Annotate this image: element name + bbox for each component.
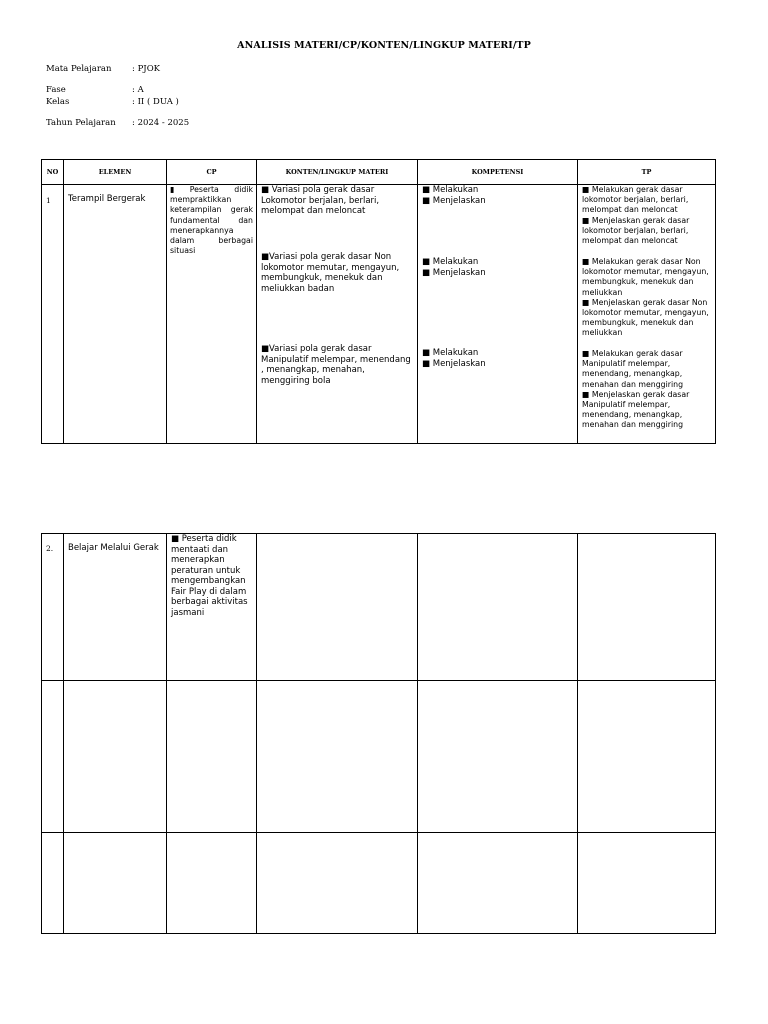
table-header-row — [42, 160, 716, 185]
kompetensi-item: ■ Menjelaskan — [422, 195, 486, 206]
cp-text: ▮ Peserta didik mempraktikkan keterampilan gerak fundamental dan menerapkannya dalam berbagai situasi — [170, 185, 253, 256]
cell-empty — [42, 681, 64, 833]
kompetensi-item: ■ Melakukan — [422, 348, 479, 358]
tp-item: ■ Melakukan gerak dasar Manipulatif melempar, menendang, menangkap, menahan dan menggiring ■ Menjelaskan gerak dasar Manipulatif melempar, menendang, menangkap, menahan dan menggiring — [582, 349, 690, 430]
header-konten: KONTEN/LINGKUP MATERI — [257, 160, 418, 185]
header-cp: CP — [167, 160, 257, 185]
kompetensi-item: ■ Menjelaskan — [422, 358, 486, 369]
cell-empty — [418, 833, 578, 934]
cell-empty — [64, 833, 167, 934]
meta-label: Kelas — [46, 97, 70, 107]
cell-cp — [167, 185, 257, 444]
cell-empty — [578, 681, 716, 833]
header-tp: TP — [578, 160, 716, 185]
analysis-table-2 — [41, 533, 716, 934]
cp-text: ■ Peserta didik mentaati dan menerapkan peraturan untuk mengembangkan Fair Play di dalam berbagai aktivitas jasmani — [171, 534, 248, 618]
meta-kelas — [46, 97, 179, 108]
cell-empty — [167, 833, 257, 934]
kompetensi-group — [422, 257, 574, 278]
cell-empty — [42, 833, 64, 934]
elemen-text: Terampil Bergerak — [68, 194, 146, 204]
elemen-text: Belajar Melalui Gerak — [68, 543, 159, 553]
cell-empty — [418, 681, 578, 833]
table-row — [42, 185, 716, 444]
analysis-table-1 — [41, 159, 716, 444]
table-row — [42, 681, 716, 833]
meta-label: Mata Pelajaran — [46, 64, 112, 74]
kompetensi-item: ■ Menjelaskan — [422, 267, 486, 278]
cell-empty — [64, 681, 167, 833]
cell-cp — [167, 534, 257, 681]
cell-empty — [578, 833, 716, 934]
meta-value: : PJOK — [132, 64, 161, 74]
cell-tp — [578, 185, 716, 444]
table-row — [42, 534, 716, 681]
cell-konten — [257, 534, 418, 681]
cell-tp — [578, 534, 716, 681]
meta-label: Fase — [46, 85, 66, 95]
header-kompetensi: KOMPETENSI — [418, 160, 578, 185]
meta-mata-pelajaran — [46, 64, 160, 75]
cell-konten — [257, 185, 418, 444]
meta-tahun-pelajaran — [46, 118, 189, 129]
tp-item: ■ Melakukan gerak dasar lokomotor berjalan, berlari, melompat dan meloncat ■ Menjelaskan gerak dasar lokomotor berjalan, berlari, melompat dan meloncat — [582, 185, 690, 246]
cell-kompetensi — [418, 185, 578, 444]
cell-no — [42, 534, 64, 681]
kompetensi-group — [422, 348, 574, 369]
cell-elemen — [64, 185, 167, 444]
kompetensi-item: ■ Melakukan — [422, 257, 479, 267]
header-elemen: ELEMEN — [64, 160, 167, 185]
konten-item: ■Variasi pola gerak dasar Non lokomotor memutar, mengayun, membungkuk, menekuk dan meliukkan badan — [261, 252, 400, 294]
cell-empty — [167, 681, 257, 833]
row-number: 2. — [46, 544, 54, 553]
cell-no — [42, 185, 64, 444]
meta-value: : 2024 - 2025 — [132, 118, 190, 128]
meta-fase — [46, 85, 144, 96]
kompetensi-group — [422, 185, 574, 206]
cell-empty — [257, 681, 418, 833]
konten-item: ■Variasi pola gerak dasar Manipulatif melempar, menendang , menangkap, menahan, menggiring bola — [261, 344, 411, 386]
cell-empty — [257, 833, 418, 934]
meta-value: : A — [132, 85, 144, 95]
row-number: 1 — [46, 196, 51, 205]
kompetensi-item: ■ Melakukan — [422, 185, 479, 195]
meta-label: Tahun Pelajaran — [46, 118, 116, 128]
header-no: NO — [42, 160, 64, 185]
konten-item: ■ Variasi pola gerak dasar Lokomotor berjalan, berlari, melompat dan meloncat — [261, 185, 380, 216]
meta-value: : II ( DUA ) — [132, 97, 179, 107]
cell-elemen — [64, 534, 167, 681]
document-title: ANALISIS MATERI/CP/KONTEN/LINGKUP MATERI/TP — [237, 40, 531, 51]
table-row — [42, 833, 716, 934]
tp-item: ■ Melakukan gerak dasar Non lokomotor memutar, mengayun, membungkuk, menekuk dan meliukkan ■ Menjelaskan gerak dasar Non lokomotor memutar, mengayun, membungkuk, menekuk dan meliukkan — [582, 257, 709, 338]
cell-kompetensi — [418, 534, 578, 681]
